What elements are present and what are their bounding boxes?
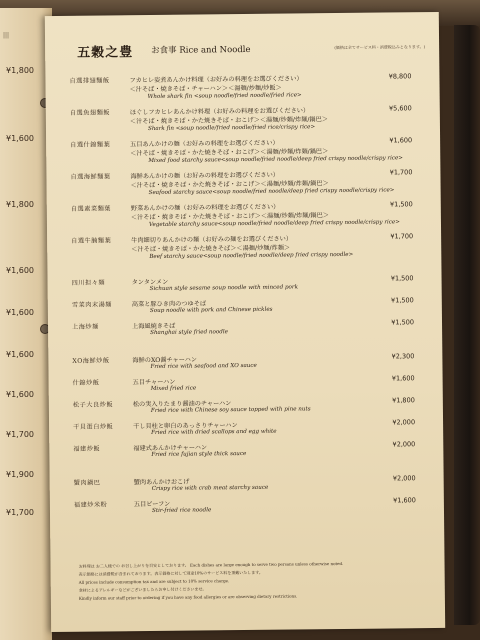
dish-japanese: 五目チャーハン [132, 378, 176, 387]
dish-english: Soup noodle with pork and Chinese pickles [149, 306, 273, 314]
dish-japanese: 海鮮あんかけの麺（お好みの料理をお選びください） [130, 171, 280, 181]
dish-japanese: 福建式あんかけチャーハン [133, 444, 208, 453]
dish-name: 福建炒飯 [73, 445, 101, 453]
dish-japanese: 牛肉細切りあんかけの麺（お好みの麺をお選びください） [131, 235, 293, 245]
dish-name: 自選魚翅麵飯 [69, 109, 110, 117]
dish-options: ＜汁そば・焼きそば・チャーハン＞＜湯麺/炒麺/炒飯＞ [129, 84, 282, 94]
dish-english: Crispy rice with crab meat starchy sauce [151, 484, 269, 492]
dish-japanese: 蟹肉あんかけおこげ [133, 478, 190, 487]
footnote-line: All prices include consumption tax and are subject to 10% service charge. [78, 578, 230, 585]
dish-price: ¥1,500 [389, 200, 413, 209]
dish-japanese: 野菜あんかけの麺（お好みの料理をお選びください） [130, 203, 280, 213]
menu-item [46, 168, 440, 197]
dish-name: XO海鮮炒飯 [72, 357, 110, 365]
left-page-price: ¥1,700 [6, 430, 34, 439]
dish-price: ¥1,600 [391, 374, 415, 383]
dish-english: Seafood starchy sauce<soup noodle/fried noodle/deep fried crispy noodle/crispy rice> [148, 187, 395, 197]
footnote-line: お料理は お二人様での お召し上がりを目安としております。 Each dishes are large enough to serve two persons unless otherwise noted. [78, 560, 344, 569]
menu-item [46, 104, 440, 133]
menu-item [45, 72, 439, 101]
dish-name: 自選牛腩麵葉 [71, 237, 112, 245]
menu-item [49, 418, 443, 436]
left-page-price: ¥1,600 [6, 308, 34, 317]
left-page-price: ¥1,800 [6, 66, 34, 75]
dish-english: Fried rice with dried scallops and egg white [151, 428, 277, 436]
menu-item [49, 396, 443, 414]
dish-name: 自選海鮮麵葉 [70, 173, 111, 181]
left-page-price: ¥1,600 [6, 390, 34, 399]
menu-item [48, 318, 442, 336]
menu-item [49, 374, 443, 392]
dish-english: Fried rice fujian style thick sauce [151, 450, 247, 458]
dish-english: Beef starchy sauce<soup noodle/fried noodle/deep fried crispy noodle> [149, 251, 354, 260]
dish-price: ¥1,500 [391, 318, 415, 327]
menu-item [49, 440, 443, 458]
menu-subtitle: お食事 Rice and Noodle [151, 44, 251, 56]
dish-japanese: ほぐしフカヒレあんかけ料理（お好みの料理をお選びください） [129, 107, 310, 117]
dish-options: ＜汁そば・焼きそば・かた焼きそば・おこげ＞＜湯麺/炒麺/炸麺/鍋巴＞ [130, 148, 329, 158]
dish-price: ¥1,700 [389, 168, 413, 177]
menu-item [50, 474, 444, 492]
dish-price: ¥1,700 [390, 232, 414, 241]
dish-japanese: 松の実入りたまり醤油のチャーハン [132, 400, 232, 409]
left-underlying-page [0, 8, 52, 640]
dish-price: ¥2,000 [392, 418, 416, 427]
left-page-mark: ||| [3, 32, 10, 39]
dish-name: 干貝蛋白炒飯 [73, 423, 114, 431]
dish-price: ¥1,800 [392, 396, 415, 405]
dish-name: 雪菜肉末湯麺 [71, 301, 112, 309]
dish-price: ¥8,800 [388, 72, 412, 81]
menu-item [46, 136, 440, 165]
dish-name: 福建炒米粉 [73, 501, 108, 509]
dish-japanese: 上海風焼きそば [132, 322, 176, 331]
dish-english: Whole shark fin <soup noodle/fried noodle/fried rice> [147, 92, 302, 101]
dish-name: 四川担々麺 [71, 279, 106, 287]
dish-options: ＜汁そば・焼きそば・かた焼きそば・おこげ＞＜湯麺/炒麺/炸麺/鍋巴＞ [129, 116, 329, 126]
dish-price: ¥1,600 [389, 136, 413, 145]
dish-japanese: 干し貝柱と卵白のあっさりチャーハン [133, 422, 238, 431]
dish-english: Shark fin <soup noodle/fried noodle/fried rice/crispy rice> [147, 124, 316, 133]
dish-english: Fried rice with seafood and XO sauce [150, 362, 257, 370]
dish-japanese: フカヒレ姿煮あんかけ料理（お好みの料理をお選びください） [129, 75, 303, 85]
dish-options: ＜汁そば・焼きそば・かた焼きそば・おこげ＞＜湯麺/炒麺/炸麺/鍋巴＞ [130, 212, 330, 222]
dish-japanese: 五目あんかけの麺（お好みの料理をお選びください） [130, 139, 279, 149]
menu-title: 五穀之豊 [77, 45, 134, 61]
dish-name: 自選排翅麵飯 [69, 77, 110, 85]
menu-item [48, 274, 442, 292]
dish-price: ¥2,300 [391, 352, 415, 361]
dish-japanese: 海鮮のXO醤チャーハン [132, 356, 197, 365]
dish-name: 松子大良炒飯 [72, 401, 114, 409]
dish-price: ¥2,000 [392, 440, 416, 449]
menu-item [47, 200, 441, 229]
dish-english: Shanghai style fried noodle [150, 329, 228, 336]
dish-price: ¥1,500 [390, 296, 414, 305]
left-page-price: ¥1,700 [6, 508, 34, 517]
dish-japanese: 五目ビーフン [133, 500, 171, 509]
dish-japanese: タンタンメン [131, 278, 169, 287]
dish-price: ¥2,000 [392, 474, 416, 483]
left-page-price: ¥1,800 [6, 200, 34, 209]
dish-price: ¥1,600 [393, 496, 416, 505]
dish-english: Vegetable starchy sauce<soup noodle/fried noodle/deep fried crispy noodle/crispy rice> [148, 219, 400, 229]
dish-name: 什錦炒飯 [72, 379, 100, 387]
dish-name: 自選什錦麵葉 [70, 141, 111, 149]
footnote-line: Kindly inform our staff prior to ordering if you have any food allergies or are observing dietary restrictions. [78, 593, 298, 601]
dish-options: ＜汁そば・焼きそば・かた焼きそば・おこげ＞＜湯麺/炒麺/炸麺/鍋巴＞ [130, 180, 329, 190]
left-page-price: ¥1,600 [6, 350, 34, 359]
menu-item [47, 232, 441, 260]
dish-english: Sichuan style sesame soup noodle with minced pork [149, 284, 299, 292]
dish-name: 自選素菜麵葉 [70, 205, 111, 213]
left-page-price: ¥1,900 [6, 470, 34, 479]
footnote-line: 食材によるアレルギーなどがございましたらお申し付けくださいませ。 [78, 586, 207, 593]
dish-name: 蟹肉鍋巴 [73, 479, 101, 487]
left-page-price: ¥1,600 [6, 266, 34, 275]
dish-english: Stir-fried rice noodle [151, 507, 212, 514]
dish-english: Mixed fried rice [150, 385, 197, 392]
menu-page [45, 12, 445, 632]
menu-item [50, 496, 444, 514]
dish-japanese: 高菜と豚ひき肉のつゆそば [131, 300, 207, 309]
dish-options: ＜汁そば・焼きそば・かた焼きそば＞＜湯麺/炒麺/炸麺＞ [131, 244, 291, 254]
dish-english: Fried rice with Chinese soy sauce topped with pine nuts [150, 406, 311, 414]
dish-name: 上海炒麺 [72, 323, 99, 331]
menu-item [48, 296, 442, 314]
dish-price: ¥1,500 [390, 274, 414, 283]
dish-price: ¥5,600 [388, 104, 412, 113]
footnote-line: 表示価格には消費税が含まれております。表示価格に対して別途10%のサービス料を頂戴いたします。 [78, 569, 263, 577]
price-note: (価格は全てサービス料・消費税込みとなります。) [334, 44, 426, 51]
dish-english: Mixed food starchy sauce<soup noodle/fried noodle/deep fried crispy noodle/crispy rice> [148, 155, 404, 165]
left-page-price: ¥1,600 [6, 134, 34, 143]
binder-spine [454, 25, 480, 625]
menu-item [48, 352, 442, 370]
